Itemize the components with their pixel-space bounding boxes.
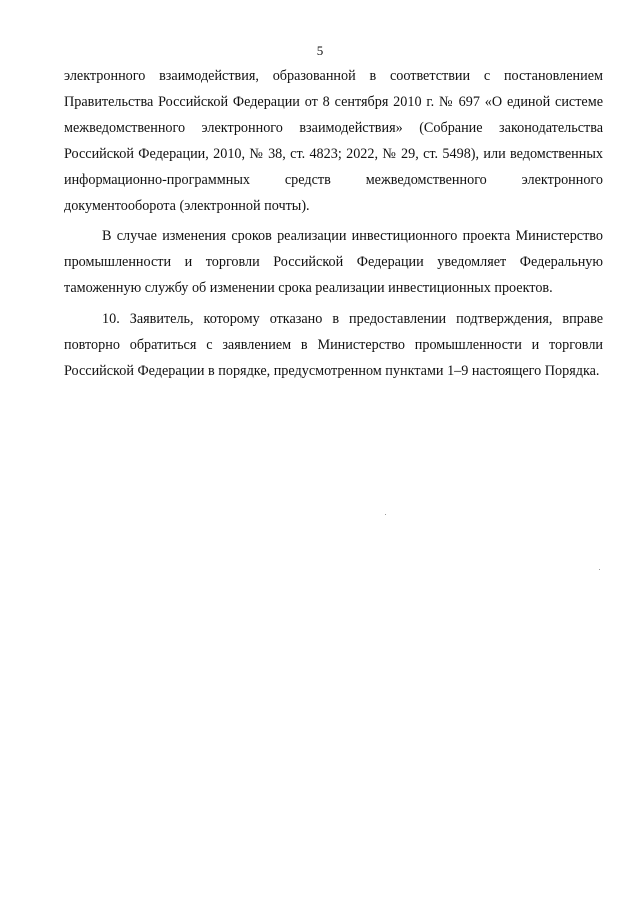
page-number: 5 <box>316 43 324 58</box>
paragraph-project-term-change: В случае изменения сроков реализации инвестиционного проекта Министерство промышленности и торговли Российской Федерации уведомляет Федеральную таможенную службу об изменении срока реализации инвестиционных проектов. <box>64 228 603 297</box>
paragraph-item-10: 10. Заявитель, которому отказано в предоставлении подтверждения, вправе повторно обратиться с заявлением в Министерство промышленности и торговли Российской Федерации в порядке, предусмотренном пунктами 1–9 настоящего Порядка. <box>64 311 603 379</box>
paragraph-continuation: электронного взаимодействия, образованной в соответствии с постановлением Правительства Российской Федерации от 8 сентября 2010 г. № 697 «О единой системе межведомственного электронного взаимодействия» (Собрание законодательства Российской Федерации, 2010, № 38, ст. 4823; 2022, № 29, ст. 5498), или ведомственных информационно-программных средств межведомственного электронного документооборота (электронной почты). <box>64 68 603 214</box>
scan-speck <box>599 569 600 570</box>
document-body <box>64 64 603 390</box>
scan-speck <box>385 514 386 515</box>
